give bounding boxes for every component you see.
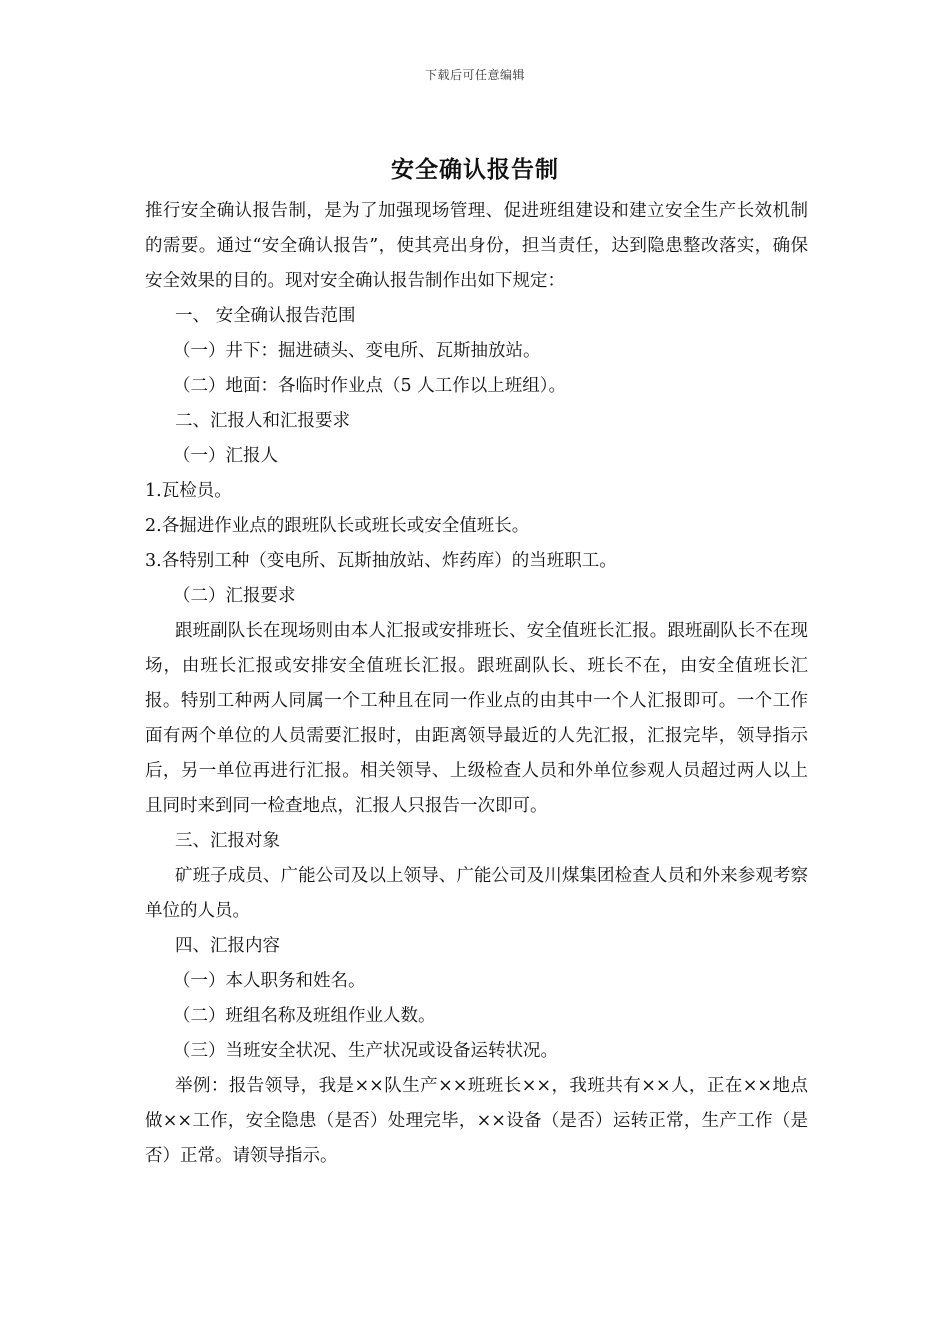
list-item: （一）本人职务和姓名。	[173, 971, 366, 991]
list-item: 3.各特别工种（变电所、瓦斯抽放站、炸药库）的当班职工。	[145, 551, 617, 571]
subsection-heading: （二）汇报要求	[173, 586, 296, 606]
section-heading-1: 一、 安全确认报告范围	[175, 306, 356, 326]
list-item: （二）班组名称及班组作业人数。	[173, 1006, 436, 1026]
list-item: 2.各掘进作业点的跟班队长或班长或安全值班长。	[145, 516, 530, 536]
example-paragraph: 举例：报告领导，我是××队生产××班班长××，我班共有××人，正在××地点做××工作，安全隐患（是否）处理完毕，××设备（是否）运转正常，生产工作（是否）正常。请领导指示。	[145, 1076, 808, 1166]
document-title: 安全确认报告制	[391, 156, 559, 183]
section-heading-4: 四、汇报内容	[175, 936, 280, 956]
subsection-heading: （一）汇报人	[173, 446, 278, 466]
document-body	[145, 194, 808, 1174]
body-paragraph: 矿班子成员、广能公司及以上领导、广能公司及川煤集团检查人员和外来参观考察单位的人员。	[145, 866, 808, 921]
list-item: （二）地面：各临时作业点（5 人工作以上班组）。	[173, 376, 566, 396]
list-item: （三）当班安全状况、生产状况或设备运转状况。	[173, 1041, 558, 1061]
list-item: （一）井下：掘进碛头、变电所、瓦斯抽放站。	[173, 341, 541, 361]
intro-paragraph: 推行安全确认报告制，是为了加强现场管理、促进班组建设和建立安全生产长效机制的需要。通过“安全确认报告”，使其亮出身份，担当责任，达到隐患整改落实，确保安全效果的目的。现对安全确认报告制作出如下规定：	[145, 201, 808, 291]
body-paragraph: 跟班副队长在现场则由本人汇报或安排班长、安全值班长汇报。跟班副队长不在现场，由班长汇报或安排安全值班长汇报。跟班副队长、班长不在，由安全值班长汇报。特别工种两人同属一个工种且在同一作业点的由其中一个人汇报即可。一个工作面有两个单位的人员需要汇报时，由距离领导最近的人先汇报，汇报完毕，领导指示后，另一单位再进行汇报。相关领导、上级检查人员和外单位参观人员超过两人以上且同时来到同一检查地点，汇报人只报告一次即可。	[145, 621, 808, 816]
section-heading-2: 二、汇报人和汇报要求	[175, 411, 350, 431]
header-note: 下载后可任意编辑	[424, 68, 525, 82]
list-item: 1.瓦检员。	[145, 481, 232, 501]
section-heading-3: 三、汇报对象	[175, 831, 280, 851]
